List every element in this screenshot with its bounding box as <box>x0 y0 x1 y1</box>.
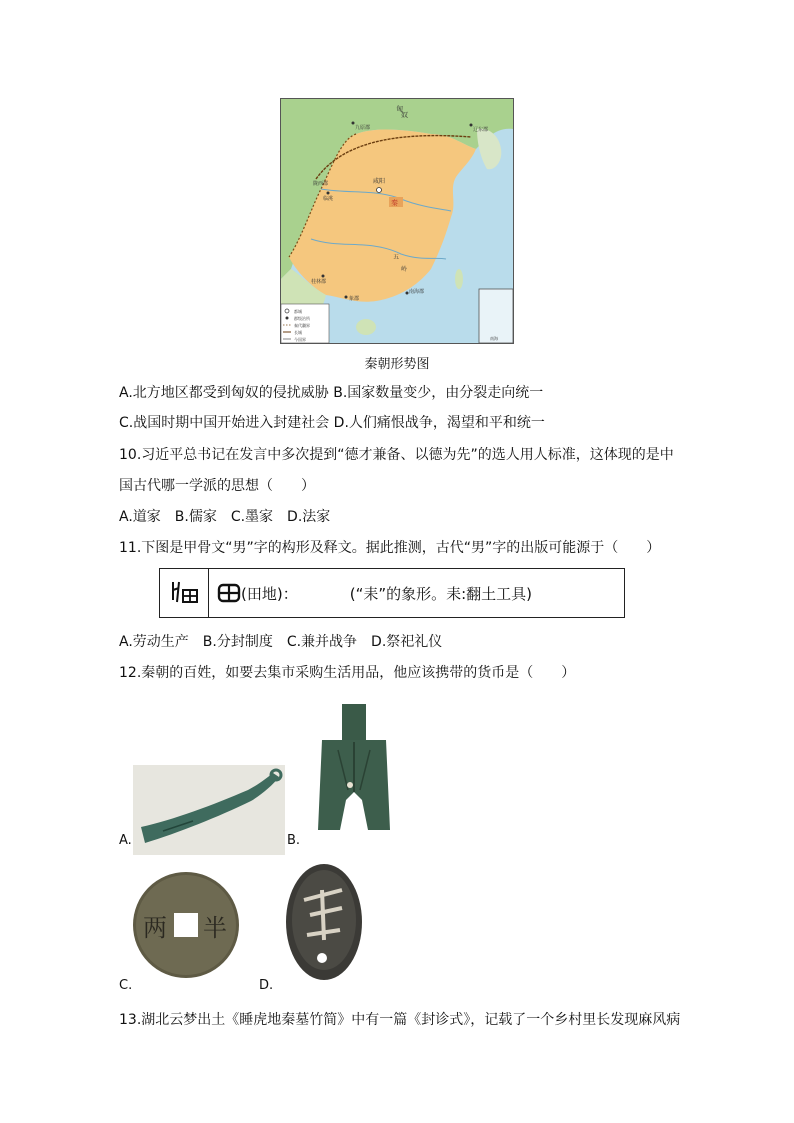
map-label-wu: 五 <box>393 254 400 261</box>
map-label-nanhai: 南海郡 <box>409 289 425 295</box>
ant-nose-coin-image <box>282 860 366 984</box>
map-label-guilin: 桂林郡 <box>311 279 327 285</box>
q10-stem-line2: 国古代哪一学派的思想（ ） <box>119 478 315 494</box>
banliang-char-ban: 半 <box>203 914 227 942</box>
spade-coin-image <box>302 700 406 844</box>
legend-capital: 都城 <box>294 309 302 314</box>
q9-options-line2: C.战国时期中国开始进入封建社会 D.人们痛恨战争，渴望和平和统一 <box>119 415 545 431</box>
map-label-xiang: 象郡 <box>349 296 360 302</box>
oracle-bone-table <box>159 568 625 618</box>
map-label-jiuyuan: 九原郡 <box>355 125 371 131</box>
legend-modern-border: 今国界 <box>294 337 306 342</box>
knife-coin-image <box>133 765 285 855</box>
banliang-char-liang: 两 <box>143 914 167 942</box>
q13-stem-line1: 13.湖北云梦出土《睡虎地秦墓竹简》中有一篇《封诊式》，记载了一个乡村里长发现麻风病 <box>119 1012 681 1028</box>
legend-prefecture: 郡级治所 <box>294 316 310 321</box>
map-label-nanhai-inset: 南海 <box>490 336 498 341</box>
banliang-coin-image <box>129 870 243 980</box>
q9-options-line1: A.北方地区都受到匈奴的侵扰威胁 B.国家数量变少，由分裂走向统一 <box>119 385 544 401</box>
qin-dynasty-map <box>280 98 514 344</box>
map-label-xiongnu-1: 匈 <box>396 105 403 113</box>
oracle-bone-nan-glyph <box>160 569 209 617</box>
option-a-label: A. <box>119 833 132 848</box>
map-label-lintao: 临洮 <box>323 196 334 202</box>
map-label-xiongnu-2: 奴 <box>401 111 408 119</box>
map-label-longxi: 陇西郡 <box>313 181 329 187</box>
q10-options: A.道家 B.儒家 C.墨家 D.法家 <box>119 509 331 525</box>
q11-stem: 11.下图是甲骨文“男”字的构形及释文。据此推测，古代“男”字的出版可能源于（ ） <box>119 540 661 556</box>
lei-definition: (“耒”的象形。耒:翻土工具) <box>349 584 533 603</box>
q12-stem: 12.秦朝的百姓，如要去集市采购生活用品，他应该携带的货币是（ ） <box>119 665 576 681</box>
map-label-liaodong: 辽东郡 <box>473 127 489 133</box>
legend-great-wall: 长城 <box>294 330 302 335</box>
q11-options: A.劳动生产 B.分封制度 C.兼并战争 D.祭祀礼仪 <box>119 634 443 650</box>
map-label-xianyang: 咸阳 <box>373 178 386 185</box>
q10-stem-line1: 10.习近平总书记在发言中多次提到“德才兼备、以德为先”的选人用人标准，这体现的是中 <box>119 447 674 463</box>
field-definition: (田地)： <box>241 584 298 603</box>
map-caption: 秦朝形势图 <box>364 357 430 372</box>
map-label-ling: 岭 <box>401 266 408 273</box>
option-d-label: D. <box>259 978 274 993</box>
map-label-qin: 秦 <box>391 199 398 207</box>
option-c-label: C. <box>119 978 133 993</box>
legend-qin-border: 秦代疆界 <box>294 323 310 328</box>
option-b-label: B. <box>287 833 301 848</box>
oracle-bone-tian-glyph <box>217 583 241 603</box>
